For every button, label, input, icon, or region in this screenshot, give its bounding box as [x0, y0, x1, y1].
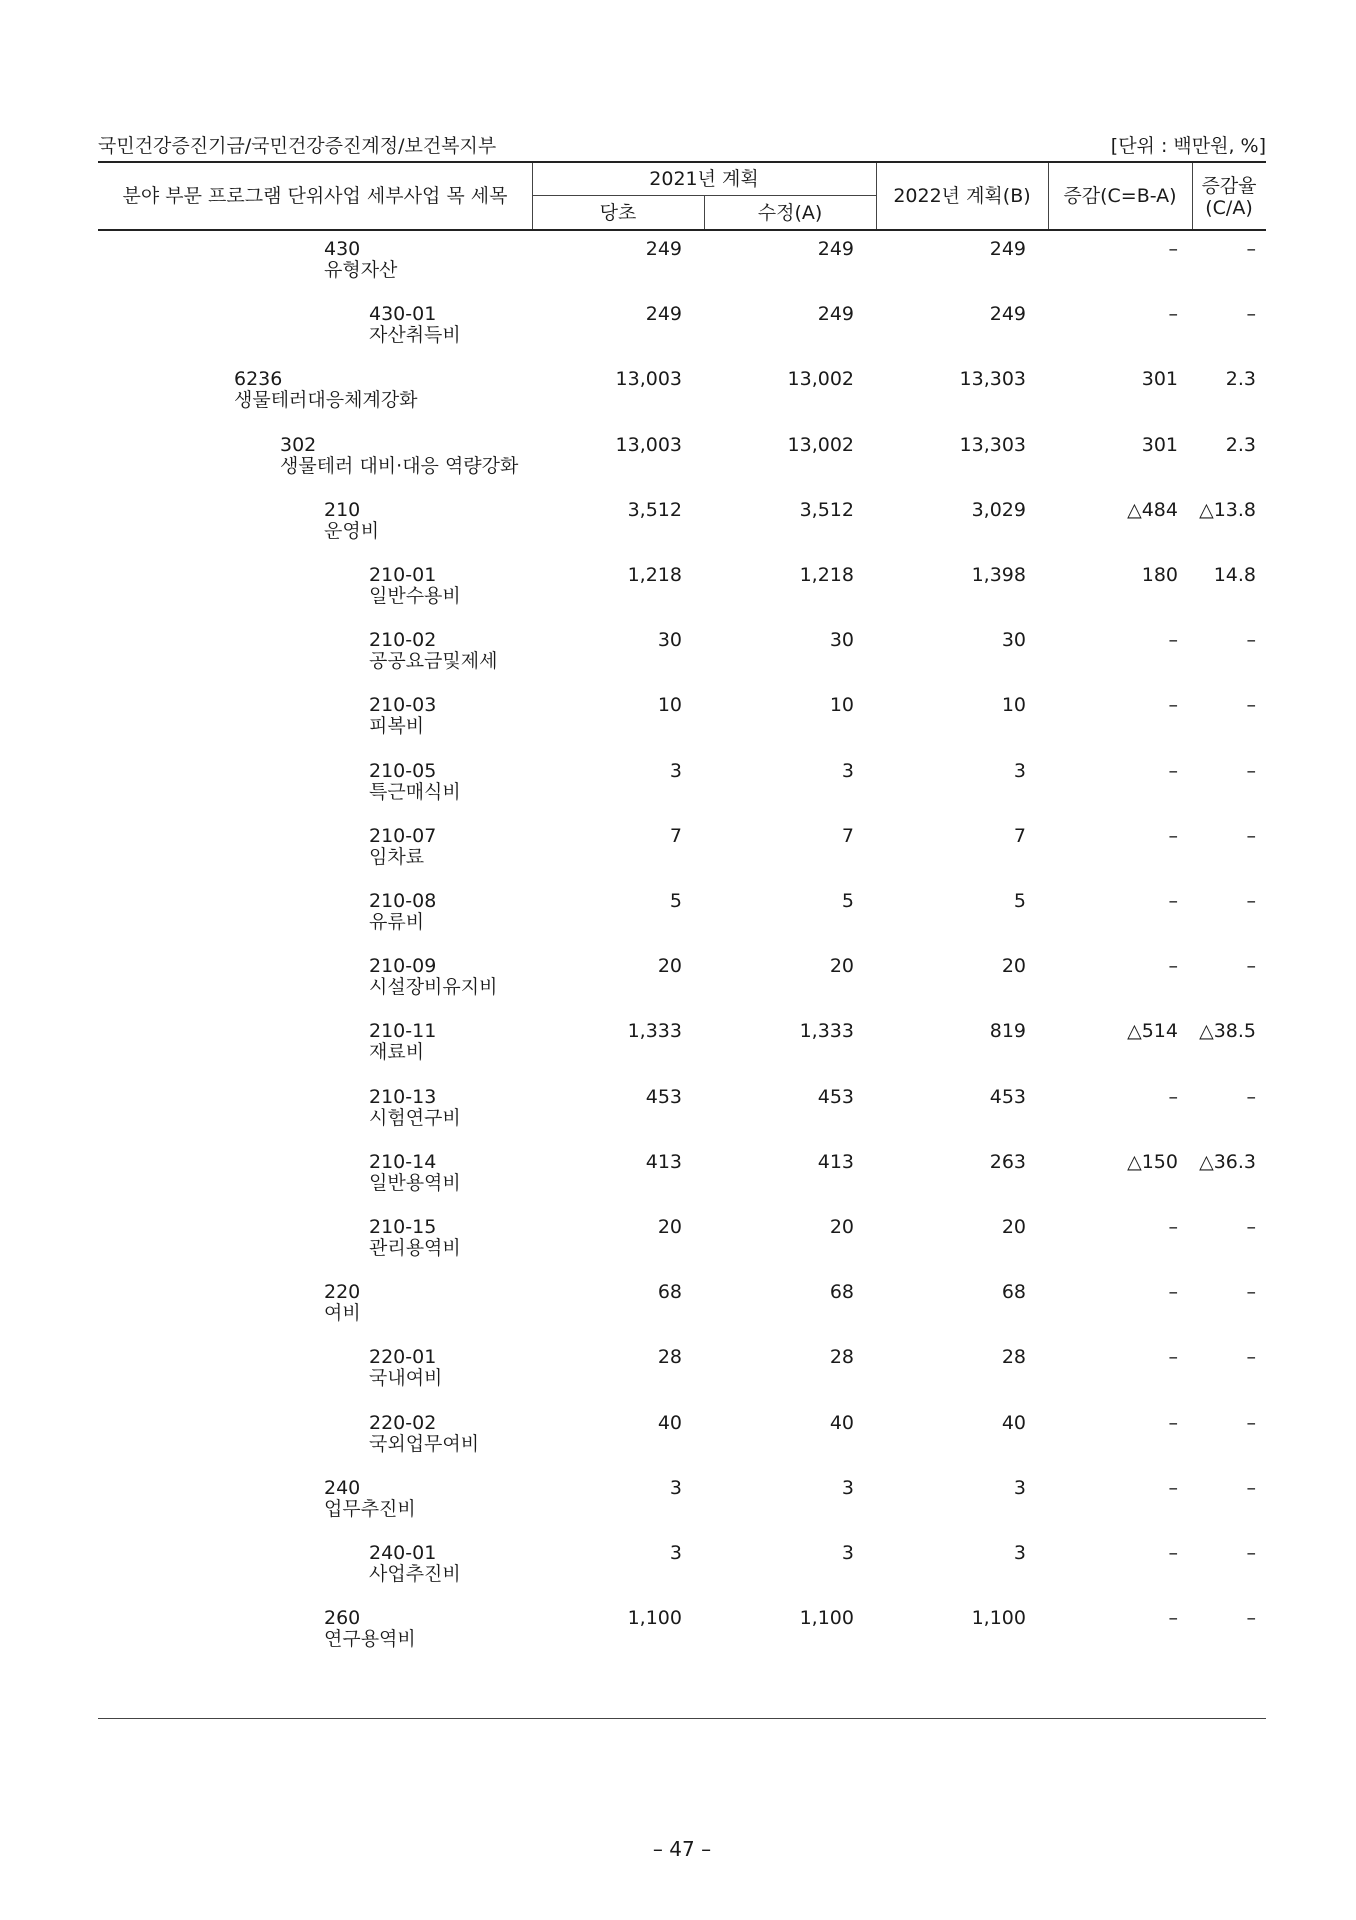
row-original: 68	[657, 1281, 682, 1304]
row-plan-2022: 13,303	[959, 433, 1026, 456]
row-name: 임차료	[369, 845, 425, 868]
row-plan-2022: 3	[1013, 1476, 1026, 1499]
row-change: –	[1168, 238, 1178, 260]
header-divider	[876, 163, 877, 229]
table-row	[98, 1601, 1266, 1666]
row-revised: 28	[829, 1346, 854, 1369]
row-original: 3,512	[627, 498, 682, 521]
row-plan-2022: 453	[989, 1085, 1026, 1108]
row-change: –	[1168, 1216, 1178, 1238]
unit-note: [단위 : 백만원, %]	[1110, 135, 1266, 157]
row-original: 10	[657, 694, 682, 717]
row-rate: –	[1246, 824, 1256, 847]
table-row	[98, 428, 1266, 493]
table-row	[98, 754, 1266, 819]
row-revised: 13,002	[787, 433, 854, 456]
row-change: –	[1168, 824, 1178, 847]
row-name: 사업추진비	[369, 1563, 461, 1585]
table-row	[98, 623, 1266, 688]
row-plan-2022: 3,029	[971, 498, 1026, 521]
row-original: 453	[645, 1085, 682, 1108]
row-plan-2022: 1,398	[971, 564, 1026, 586]
row-rate: –	[1246, 1085, 1256, 1108]
row-original: 20	[657, 955, 682, 978]
header-original: 당초	[599, 201, 637, 224]
row-plan-2022: 28	[1001, 1346, 1026, 1369]
row-original: 3	[669, 1476, 682, 1499]
row-change: △514	[1127, 1020, 1178, 1043]
row-plan-2022: 7	[1013, 824, 1026, 847]
row-rate: –	[1246, 1281, 1256, 1304]
table-header	[98, 161, 1266, 231]
header-plan-2021: 2021년 계획	[649, 168, 759, 190]
row-revised: 1,100	[799, 1607, 854, 1630]
row-revised: 30	[829, 629, 854, 652]
row-plan-2022: 13,303	[959, 368, 1026, 391]
row-plan-2022: 5	[1013, 890, 1026, 912]
row-change: –	[1168, 1607, 1178, 1630]
table-row	[98, 1210, 1266, 1275]
row-original: 7	[669, 824, 682, 847]
table-row	[98, 1145, 1266, 1210]
row-plan-2022: 68	[1001, 1281, 1026, 1304]
row-change: –	[1168, 955, 1178, 978]
row-plan-2022: 30	[1001, 629, 1026, 652]
row-rate: –	[1246, 1216, 1256, 1238]
header-divider	[1192, 163, 1193, 229]
row-original: 249	[645, 303, 682, 326]
row-name: 일반용역비	[369, 1171, 461, 1194]
bottom-rule	[98, 1718, 1266, 1719]
row-revised: 10	[829, 694, 854, 717]
row-change: –	[1168, 1411, 1178, 1434]
row-change: –	[1168, 1085, 1178, 1108]
table-row	[98, 558, 1266, 623]
table-row	[98, 1080, 1266, 1145]
row-code: 302	[280, 433, 317, 456]
row-original: 28	[657, 1346, 682, 1369]
row-revised: 68	[829, 1281, 854, 1304]
row-revised: 1,218	[799, 564, 854, 586]
row-plan-2022: 3	[1013, 759, 1026, 782]
row-plan-2022: 1,100	[971, 1607, 1026, 1630]
row-plan-2022: 10	[1001, 694, 1026, 717]
row-name: 관리용역비	[369, 1237, 461, 1259]
table-row	[98, 884, 1266, 949]
row-rate: –	[1246, 759, 1256, 782]
header-rate-bottom: (C/A)	[1205, 197, 1253, 219]
row-revised: 5	[841, 890, 854, 912]
table-row	[98, 688, 1266, 753]
row-name: 공공요금및제세	[369, 650, 498, 673]
table-row	[98, 1536, 1266, 1601]
table-row	[98, 1406, 1266, 1471]
table-row	[98, 362, 1266, 427]
row-code: 210-11	[369, 1020, 437, 1043]
table-row	[98, 232, 1266, 297]
row-change: –	[1168, 694, 1178, 717]
row-original: 3	[669, 759, 682, 782]
row-original: 249	[645, 238, 682, 260]
row-code: 210-14	[369, 1150, 437, 1173]
table-row	[98, 949, 1266, 1014]
row-code: 430-01	[369, 303, 437, 326]
header-divider	[532, 163, 533, 229]
row-rate: –	[1246, 694, 1256, 717]
row-revised: 13,002	[787, 368, 854, 391]
table-row	[98, 819, 1266, 884]
row-rate: –	[1246, 1607, 1256, 1630]
header-revised: 수정(A)	[757, 201, 823, 224]
table-row	[98, 1340, 1266, 1405]
row-name: 유형자산	[324, 259, 398, 281]
row-change: –	[1168, 890, 1178, 912]
row-rate: –	[1246, 890, 1256, 912]
row-revised: 3	[841, 1476, 854, 1499]
table-row	[98, 1275, 1266, 1340]
row-revised: 413	[817, 1150, 854, 1173]
row-name: 운영비	[324, 519, 380, 542]
row-original: 3	[669, 1542, 682, 1564]
row-original: 20	[657, 1216, 682, 1238]
row-rate: 2.3	[1225, 433, 1256, 456]
row-change: –	[1168, 1476, 1178, 1499]
header-plan-2022: 2022년 계획(B)	[893, 185, 1031, 207]
row-plan-2022: 3	[1013, 1542, 1026, 1564]
header-change: 증감(C=B-A)	[1063, 185, 1177, 207]
row-code: 210	[324, 498, 361, 521]
table-row	[98, 1014, 1266, 1079]
row-original: 13,003	[615, 368, 682, 391]
header-rate-top: 증감율	[1201, 175, 1257, 197]
row-change: –	[1168, 759, 1178, 782]
row-rate: △13.8	[1199, 498, 1256, 521]
row-rate: △38.5	[1199, 1020, 1256, 1043]
row-name: 시험연구비	[369, 1106, 461, 1129]
row-rate: –	[1246, 629, 1256, 652]
row-plan-2022: 40	[1001, 1411, 1026, 1434]
header-divider	[704, 196, 705, 229]
row-change: 301	[1141, 433, 1178, 456]
row-revised: 20	[829, 1216, 854, 1238]
row-change: –	[1168, 1281, 1178, 1304]
row-change: △150	[1127, 1150, 1178, 1173]
row-change: –	[1168, 1346, 1178, 1369]
row-change: 301	[1141, 368, 1178, 391]
header-category: 분야 부문 프로그램 단위사업 세부사업 목 세목	[122, 185, 508, 207]
row-name: 여비	[324, 1302, 361, 1325]
row-plan-2022: 20	[1001, 1216, 1026, 1238]
row-name: 업무추진비	[324, 1497, 416, 1520]
row-name: 국외업무여비	[369, 1432, 480, 1455]
row-name: 유류비	[369, 911, 425, 933]
row-rate: –	[1246, 1476, 1256, 1499]
row-change: 180	[1141, 564, 1178, 586]
row-name: 자산취득비	[369, 324, 461, 347]
row-code: 220	[324, 1281, 361, 1304]
table-row	[98, 297, 1266, 362]
row-code: 210-01	[369, 564, 437, 586]
row-code: 430	[324, 238, 361, 260]
row-code: 240	[324, 1476, 361, 1499]
table-row	[98, 493, 1266, 558]
row-code: 210-05	[369, 759, 437, 782]
row-code: 210-07	[369, 824, 437, 847]
row-code: 210-08	[369, 890, 437, 912]
row-name: 재료비	[369, 1041, 425, 1064]
header-rate	[1192, 167, 1266, 227]
row-plan-2022: 249	[989, 303, 1026, 326]
page-number: – 47 –	[652, 1837, 712, 1861]
row-rate: –	[1246, 1346, 1256, 1369]
header-subdivider	[532, 195, 876, 196]
row-plan-2022: 819	[989, 1020, 1026, 1043]
row-original: 1,218	[627, 564, 682, 586]
table-row	[98, 1471, 1266, 1536]
row-rate: –	[1246, 1542, 1256, 1564]
row-plan-2022: 249	[989, 238, 1026, 260]
row-rate: –	[1246, 303, 1256, 326]
row-name: 연구용역비	[324, 1628, 416, 1651]
header-divider	[1048, 163, 1049, 229]
row-original: 5	[669, 890, 682, 912]
row-name: 일반수용비	[369, 585, 461, 607]
row-code: 210-02	[369, 629, 437, 652]
row-name: 특근매식비	[369, 780, 461, 803]
row-revised: 7	[841, 824, 854, 847]
row-plan-2022: 263	[989, 1150, 1026, 1173]
row-code: 210-13	[369, 1085, 437, 1108]
row-change: –	[1168, 1542, 1178, 1564]
row-name: 생물테러대응체계강화	[234, 389, 418, 412]
row-name: 생물테러 대비·대응 역량강화	[280, 454, 519, 477]
row-original: 1,333	[627, 1020, 682, 1043]
row-code: 220-01	[369, 1346, 437, 1369]
row-code: 6236	[234, 368, 283, 391]
row-change: –	[1168, 629, 1178, 652]
row-revised: 1,333	[799, 1020, 854, 1043]
row-revised: 3	[841, 759, 854, 782]
row-original: 40	[657, 1411, 682, 1434]
row-code: 240-01	[369, 1542, 437, 1564]
organization-path: 국민건강증진기금/국민건강증진계정/보건복지부	[98, 135, 497, 157]
row-revised: 3	[841, 1542, 854, 1564]
row-name: 피복비	[369, 715, 425, 738]
row-code: 210-09	[369, 955, 437, 978]
row-rate: △36.3	[1199, 1150, 1256, 1173]
row-original: 413	[645, 1150, 682, 1173]
row-change: △484	[1127, 498, 1178, 521]
row-revised: 249	[817, 238, 854, 260]
row-change: –	[1168, 303, 1178, 326]
row-original: 30	[657, 629, 682, 652]
row-revised: 40	[829, 1411, 854, 1434]
row-code: 210-03	[369, 694, 437, 717]
row-rate: –	[1246, 955, 1256, 978]
row-rate: 14.8	[1213, 564, 1256, 586]
row-original: 13,003	[615, 433, 682, 456]
row-rate: 2.3	[1225, 368, 1256, 391]
row-revised: 20	[829, 955, 854, 978]
row-rate: –	[1246, 1411, 1256, 1434]
row-revised: 453	[817, 1085, 854, 1108]
row-plan-2022: 20	[1001, 955, 1026, 978]
row-revised: 249	[817, 303, 854, 326]
table-caption	[98, 131, 1266, 155]
row-name: 국내여비	[369, 1367, 443, 1390]
row-revised: 3,512	[799, 498, 854, 521]
row-name: 시설장비유지비	[369, 976, 498, 999]
row-rate: –	[1246, 238, 1256, 260]
row-code: 220-02	[369, 1411, 437, 1434]
row-code: 210-15	[369, 1216, 437, 1238]
row-code: 260	[324, 1607, 361, 1630]
row-original: 1,100	[627, 1607, 682, 1630]
